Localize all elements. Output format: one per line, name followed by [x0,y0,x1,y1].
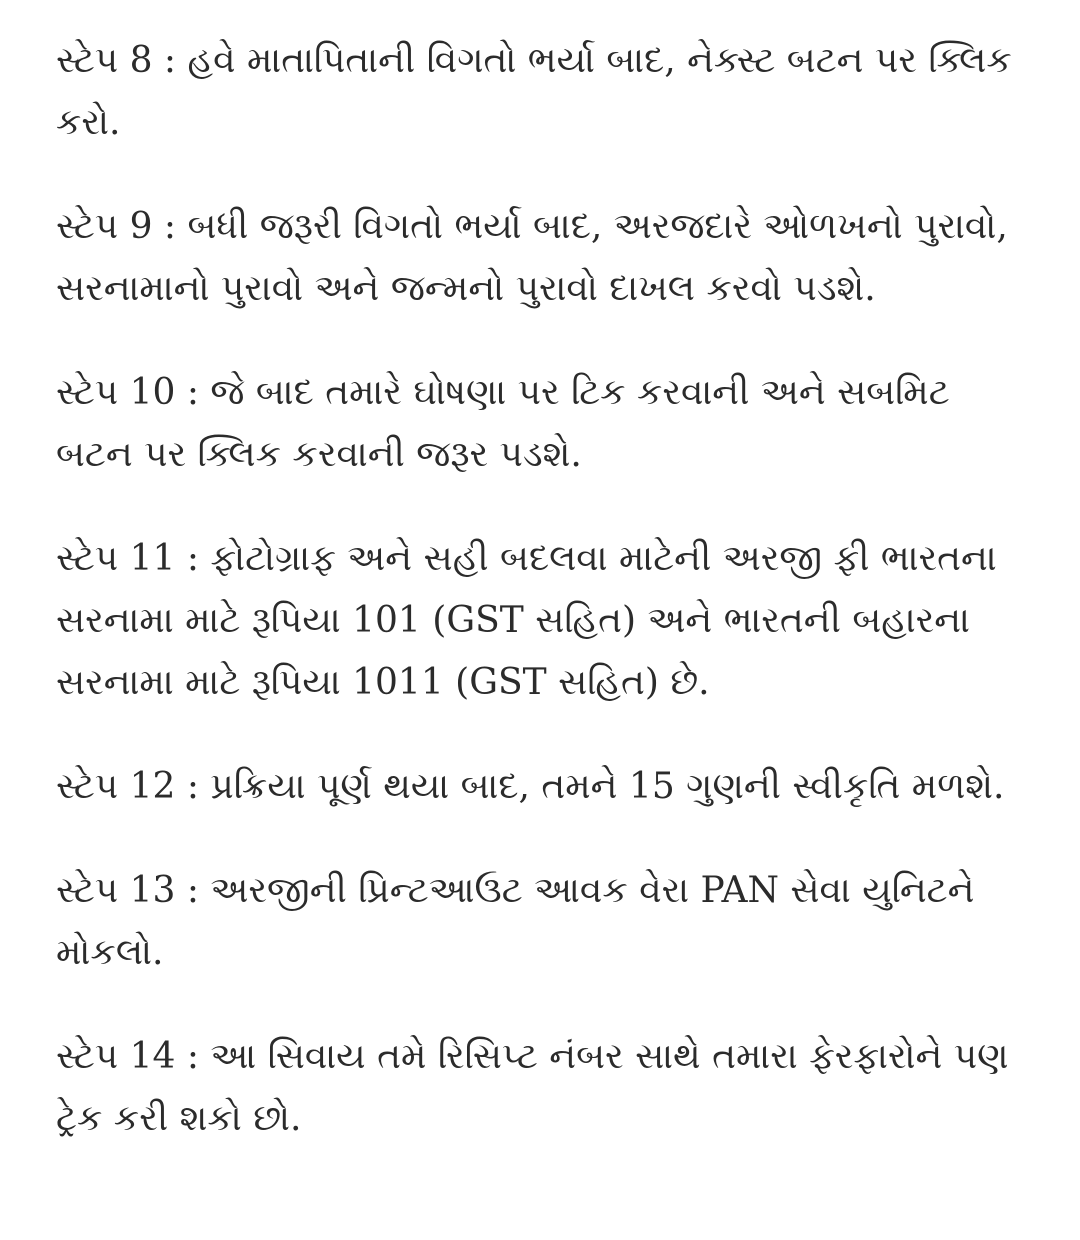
step-12-paragraph: સ્ટેપ 12 : પ્રક્રિયા પૂર્ણ થયા બાદ, તમને 15 ગુણની સ્વીકૃતિ મળશે. [56,766,1005,807]
step-8-paragraph: સ્ટેપ 8 : હવે માતાપિતાની વિગતો ભર્યા બાદ, નેક્સ્ટ બટન પર ક્લિક કરો. [56,40,1012,143]
step-11-paragraph: સ્ટેપ 11 : ફોટોગ્રાફ અને સહી બદલવા માટેની અરજી ફી ભારતના સરનામા માટે રૂપિયા 101 (GST સહિત) અને ભારતની બહારના સરનામા માટે રૂપિયા 1011 (GST સહિત) છે. [56,538,997,703]
step-13-paragraph: સ્ટેપ 13 : અરજીની પ્રિન્ટઆઉટ આવક વેરા PAN સેવા યુનિટને મોકલો. [56,870,975,973]
step-14-paragraph: સ્ટેપ 14 : આ સિવાય તમે રિસિપ્ટ નંબર સાથે તમારા ફેરફારોને પણ ટ્રેક કરી શકો છો. [56,1036,1009,1139]
article-body [56,30,1036,1192]
step-10-paragraph: સ્ટેપ 10 : જે બાદ તમારે ઘોષણા પર ટિક કરવાની અને સબમિટ બટન પર ક્લિક કરવાની જરૂર પડશે. [56,372,950,475]
step-9-paragraph: સ્ટેપ 9 : બધી જરૂરી વિગતો ભર્યા બાદ, અરજદારે ઓળખનો પુરાવો, સરનામાનો પુરાવો અને જન્મનો પુરાવો દાખલ કરવો પડશે. [56,206,1008,309]
